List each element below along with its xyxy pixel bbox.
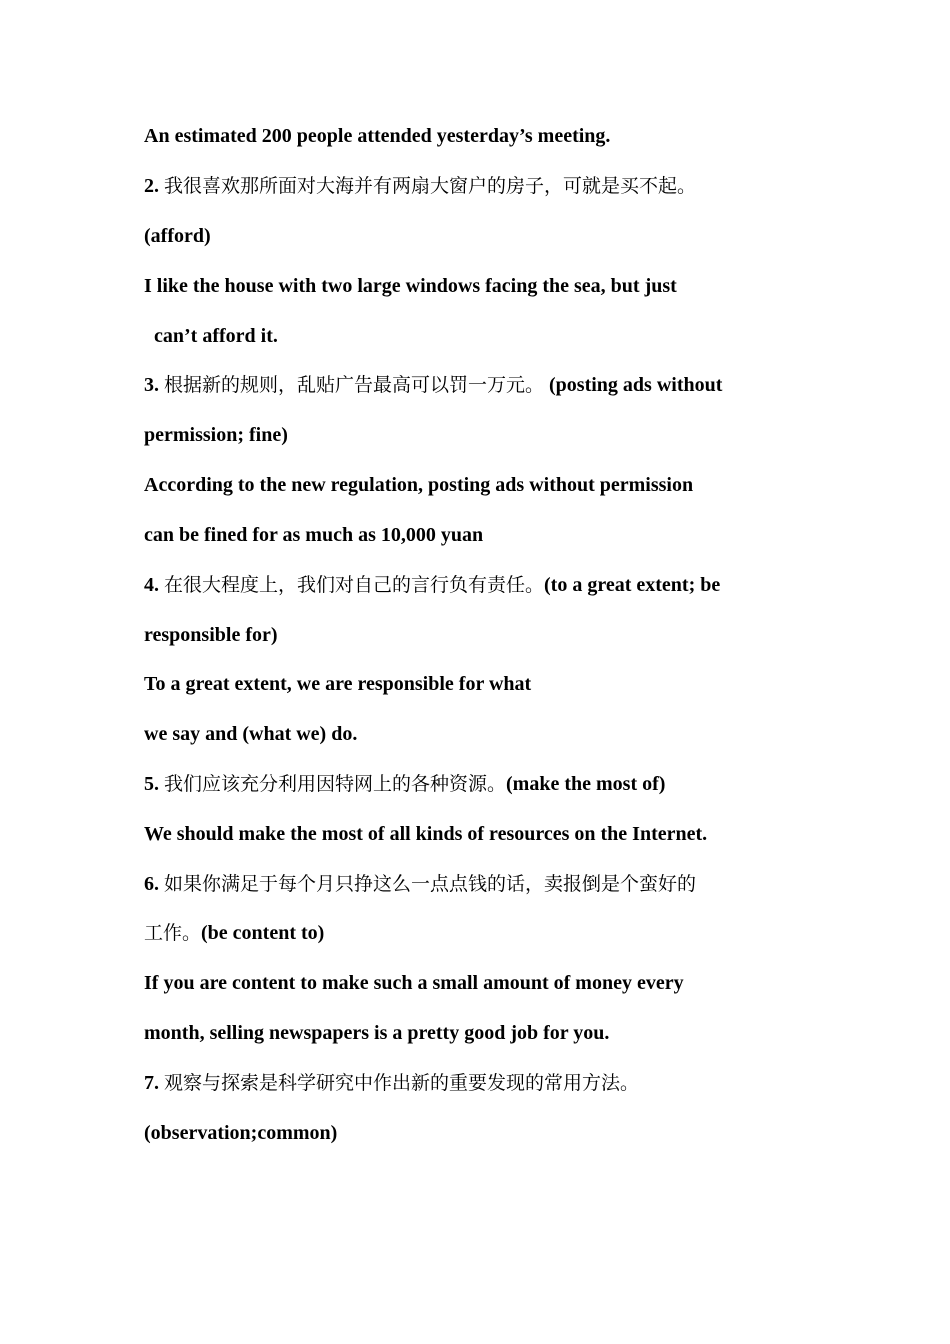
question-chinese: 我很喜欢那所面对大海并有两扇大窗户的房子，可就是买不起。: [164, 175, 697, 197]
answer-2-line-2: can’t afford it.: [154, 325, 278, 347]
answer-4-line-1: To a great extent, we are responsible for what: [144, 673, 532, 695]
question-number: 5.: [144, 773, 159, 795]
question-number: 6.: [144, 873, 159, 895]
answer-5-line-1: We should make the most of all kinds of resources on the Internet.: [144, 823, 708, 845]
question-hint: (posting ads without: [549, 374, 723, 396]
question-number: 2.: [144, 175, 159, 197]
answer-3-line-2: can be fined for as much as 10,000 yuan: [144, 524, 484, 546]
answer-4-line-2: we say and (what we) do.: [144, 723, 358, 745]
question-7-hint: (observation;common): [144, 1122, 338, 1144]
question-3-hint-cont: permission; fine): [144, 424, 288, 446]
question-chinese: 根据新的规则，乱贴广告最高可以罚一万元。: [164, 374, 545, 396]
question-chinese: 观察与探索是科学研究中作出新的重要发现的常用方法。: [164, 1072, 640, 1094]
question-6-cont: [144, 919, 824, 947]
question-6: [144, 870, 824, 898]
question-chinese: 在很大程度上，我们对自己的言行负有责任。: [164, 574, 545, 596]
question-hint: (make the most of): [506, 773, 666, 795]
question-2-hint: (afford): [144, 225, 211, 247]
question-number: 7.: [144, 1072, 159, 1094]
question-number: 4.: [144, 574, 159, 596]
answer-1: An estimated 200 people attended yesterday’s meeting.: [144, 125, 611, 147]
answer-6-line-2: month, selling newspapers is a pretty good job for you.: [144, 1022, 610, 1044]
question-7: [144, 1069, 824, 1097]
question-hint: (to a great extent; be: [544, 574, 721, 596]
question-chinese: 如果你满足于每个月只挣这么一点点钱的话，卖报倒是个蛮好的: [164, 873, 697, 895]
question-hint: (be content to): [201, 922, 325, 944]
question-chinese-cont: 工作。: [144, 922, 202, 944]
question-number: 3.: [144, 374, 159, 396]
question-3: [144, 371, 824, 399]
question-4: [144, 571, 824, 599]
answer-3-line-1: According to the new regulation, posting ads without permission: [144, 474, 694, 496]
question-chinese: 我们应该充分利用因特网上的各种资源。: [164, 773, 507, 795]
question-2: [144, 172, 824, 200]
question-4-hint-cont: responsible for): [144, 624, 278, 646]
question-5: [144, 770, 824, 798]
answer-6-line-1: If you are content to make such a small amount of money every: [144, 972, 684, 994]
answer-2-line-1: I like the house with two large windows facing the sea, but just: [144, 275, 677, 297]
